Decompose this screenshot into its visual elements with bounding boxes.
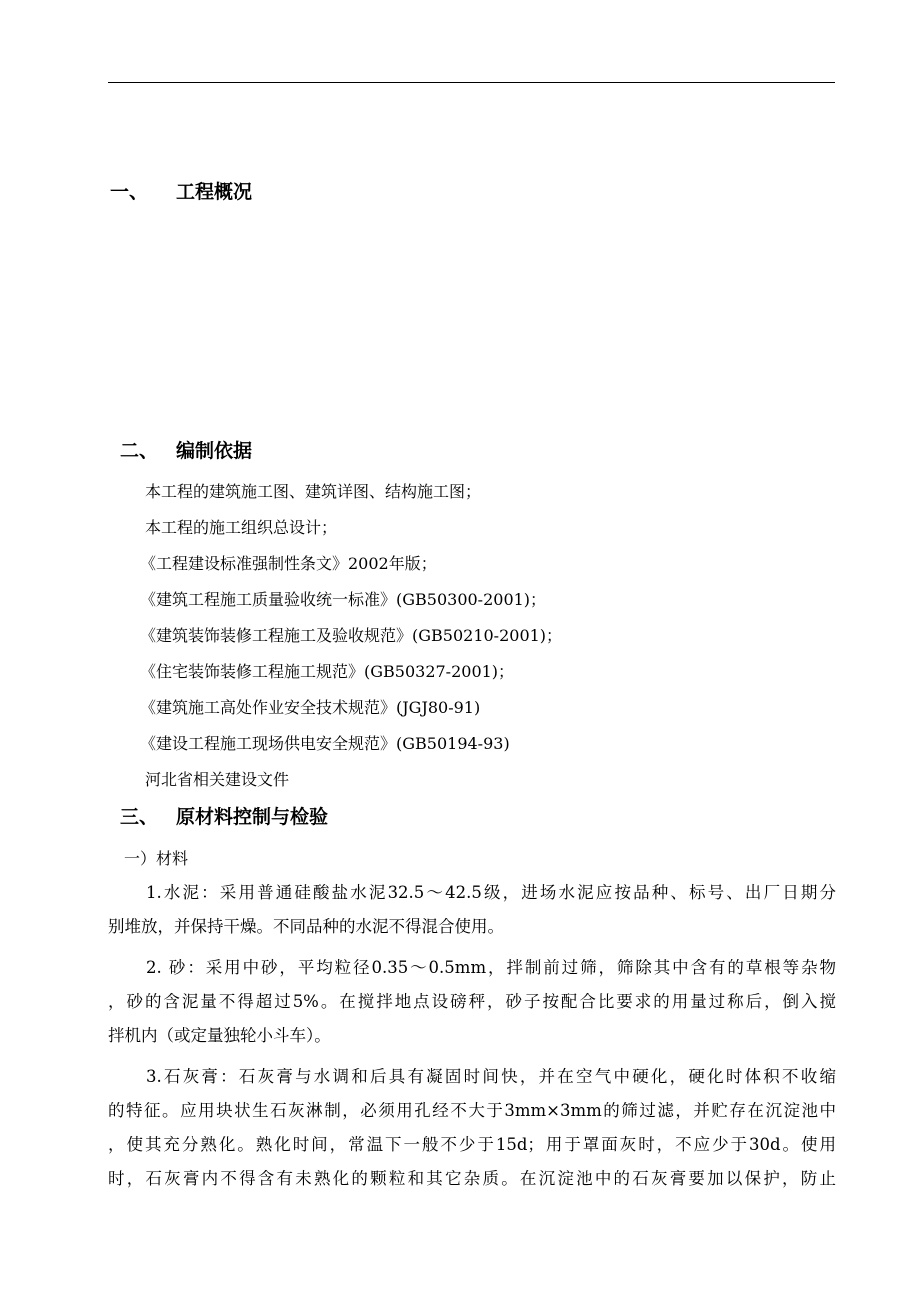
paragraph-line: 的特征。应用块状生石灰淋制，必须用孔经不大于3mm×3mm的筛过滤，并贮存在沉淀池中 [108, 1101, 836, 1120]
section-title: 工程概况 [176, 181, 253, 203]
section-number: 一、 [110, 181, 149, 203]
section-heading-2 [120, 439, 252, 463]
basis-item: 《建筑工程施工质量验收统一标准》(GB50300-2001)； [140, 590, 547, 609]
basis-item: 《工程建设标准强制性条文》2002年版； [140, 554, 437, 573]
basis-item: 《建筑装饰装修工程施工及验收规范》(GB50210-2001)； [140, 626, 563, 645]
lime-paragraph [108, 1060, 836, 1196]
paragraph-line: 1.水泥：采用普通硅酸盐水泥32.5～42.5级，进场水泥应按品种、标号、出厂日期分 [146, 883, 836, 902]
section-number: 二、 [120, 440, 159, 462]
basis-item: 《建设工程施工现场供电安全规范》(GB50194-93) [140, 734, 510, 753]
section-title: 编制依据 [176, 440, 253, 462]
header-rule [108, 82, 835, 83]
section-number: 三、 [120, 806, 159, 828]
paragraph-line: 2. 砂：采用中砂，平均粒径0.35～0.5mm，拌制前过筛，筛除其中含有的草根等杂物 [146, 958, 836, 977]
sand-paragraph [108, 951, 836, 1053]
basis-item: 河北省相关建设文件 [145, 770, 290, 789]
paragraph-line: 拌机内（或定量独轮小斗车）。 [108, 1026, 331, 1045]
paragraph-line: ，砂的含泥量不得超过5%。在搅拌地点设磅秤，砂子按配合比要求的用量过称后，倒入搅 [108, 992, 836, 1011]
paragraph-line: 3.石灰膏：石灰膏与水调和后具有凝固时间快，并在空气中硬化，硬化时体积不收缩 [146, 1067, 836, 1086]
paragraph-line: 别堆放，并保持干燥。不同品种的水泥不得混合使用。 [108, 917, 504, 936]
basis-item: 《住宅装饰装修工程施工规范》(GB50327-2001)； [140, 662, 515, 681]
section-title: 原材料控制与检验 [176, 806, 329, 828]
materials-subheading: 一）材料 [124, 849, 189, 868]
section-heading-3 [120, 805, 328, 829]
section-heading-1 [110, 180, 252, 204]
paragraph-line: 时，石灰膏内不得含有未熟化的颗粒和其它杂质。在沉淀池中的石灰膏要加以保护，防止 [108, 1169, 836, 1188]
basis-item: 本工程的施工组织总设计； [145, 518, 338, 537]
basis-item: 本工程的建筑施工图、建筑详图、结构施工图； [145, 482, 482, 501]
paragraph-line: ，使其充分熟化。熟化时间，常温下一般不少于15d；用于罩面灰时，不应少于30d。使用 [108, 1135, 836, 1154]
cement-paragraph [108, 876, 836, 944]
basis-item: 《建筑施工高处作业安全技术规范》(JGJ80-91) [140, 698, 481, 717]
